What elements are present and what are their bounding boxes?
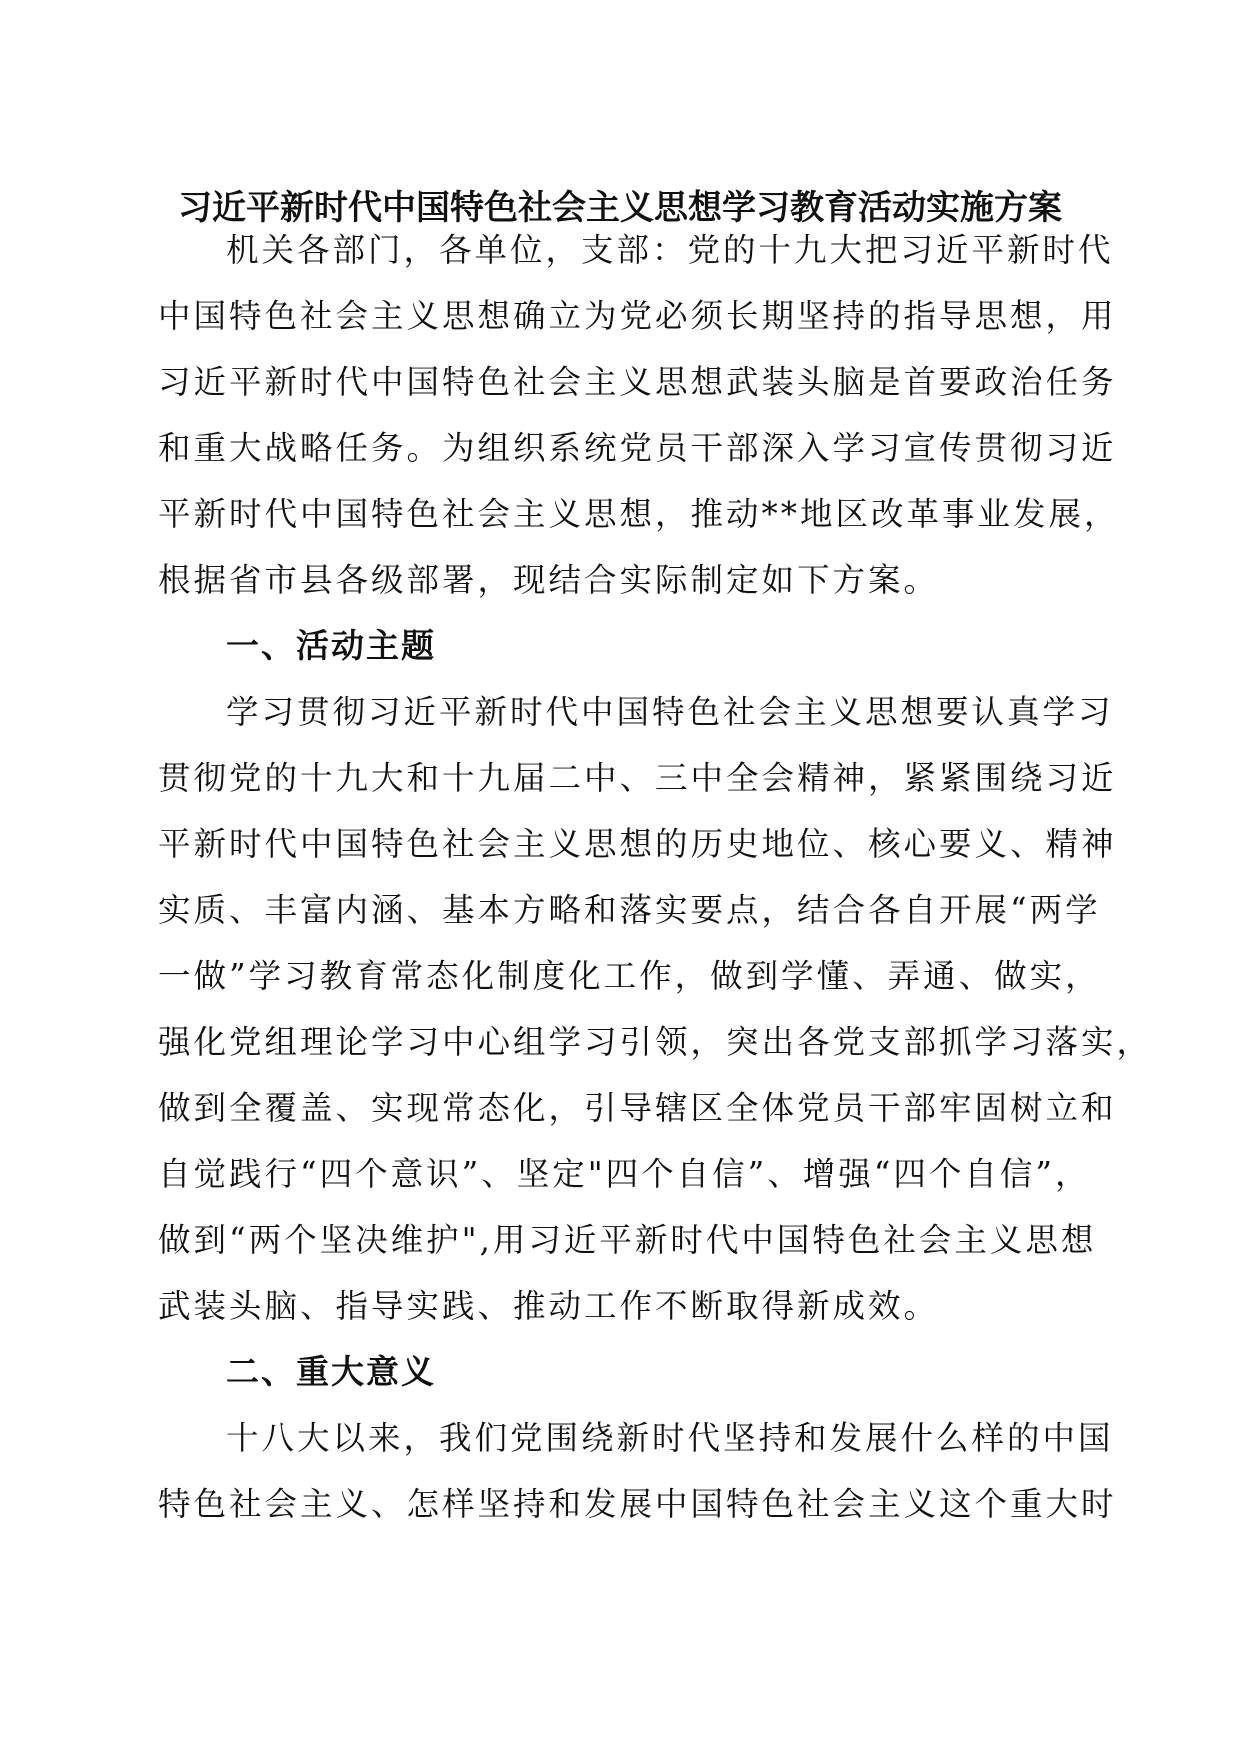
section1-line: 学习贯彻习近平新时代中国特色社会主义思想要认真学习 (226, 693, 1114, 731)
intro-line: 习近平新时代中国特色社会主义思想武装头脑是首要政治任务 (158, 363, 1117, 401)
section1-line: 实质、丰富内涵、基本方略和落实要点，结合各自开展“两学 (158, 891, 1101, 929)
section1-line: 平新时代中国特色社会主义思想的历史地位、核心要义、精神 (158, 825, 1117, 863)
intro-line: 平新时代中国特色社会主义思想，推动**地区改革事业发展， (158, 495, 1120, 533)
section1-line: 自觉践行“四个意识”、坚定"四个自信”、增强“四个自信”， (158, 1155, 1091, 1193)
section1-line: 贯彻党的十九大和十九届二中、三中全会精神，紧紧围绕习近 (158, 759, 1117, 797)
section1-line: 做到全覆盖、实现常态化，引导辖区全体党员干部牢固树立和 (158, 1089, 1117, 1127)
section1-line: 做到“两个坚决维护",用习近平新时代中国特色社会主义思想 (158, 1221, 1097, 1259)
intro-line: 中国特色社会主义思想确立为党必须长期坚持的指导思想，用 (158, 297, 1117, 335)
section1-line: 强化党组理论学习中心组学习引领，突出各党支部抓学习落实， (158, 1023, 1153, 1061)
section1-paragraph (158, 679, 1153, 1339)
section1-line: 一做”学习教育常态化制度化工作，做到学懂、弄通、做实， (158, 957, 1101, 995)
section2-paragraph (158, 1405, 1117, 1537)
intro-line: 根据省市县各级部署，现结合实际制定如下方案。 (158, 561, 940, 599)
section2-line: 十八大以来，我们党围绕新时代坚持和发展什么样的中国 (226, 1419, 1114, 1457)
section2-line: 特色社会主义、怎样坚持和发展中国特色社会主义这个重大时 (158, 1485, 1117, 1523)
intro-line: 和重大战略任务。为组织系统党员干部深入学习宣传贯彻习近 (158, 429, 1117, 467)
document-title: 习近平新时代中国特色社会主义思想学习教育活动实施方案 (178, 188, 1062, 228)
section-heading-theme: 一、活动主题 (226, 626, 436, 665)
intro-line: 机关各部门，各单位，支部：党的十九大把习近平新时代 (226, 231, 1114, 269)
intro-paragraph (158, 217, 1120, 613)
section1-line: 武装头脑、指导实践、推动工作不断取得新成效。 (158, 1287, 940, 1325)
section-heading-significance: 二、重大意义 (226, 1352, 436, 1391)
